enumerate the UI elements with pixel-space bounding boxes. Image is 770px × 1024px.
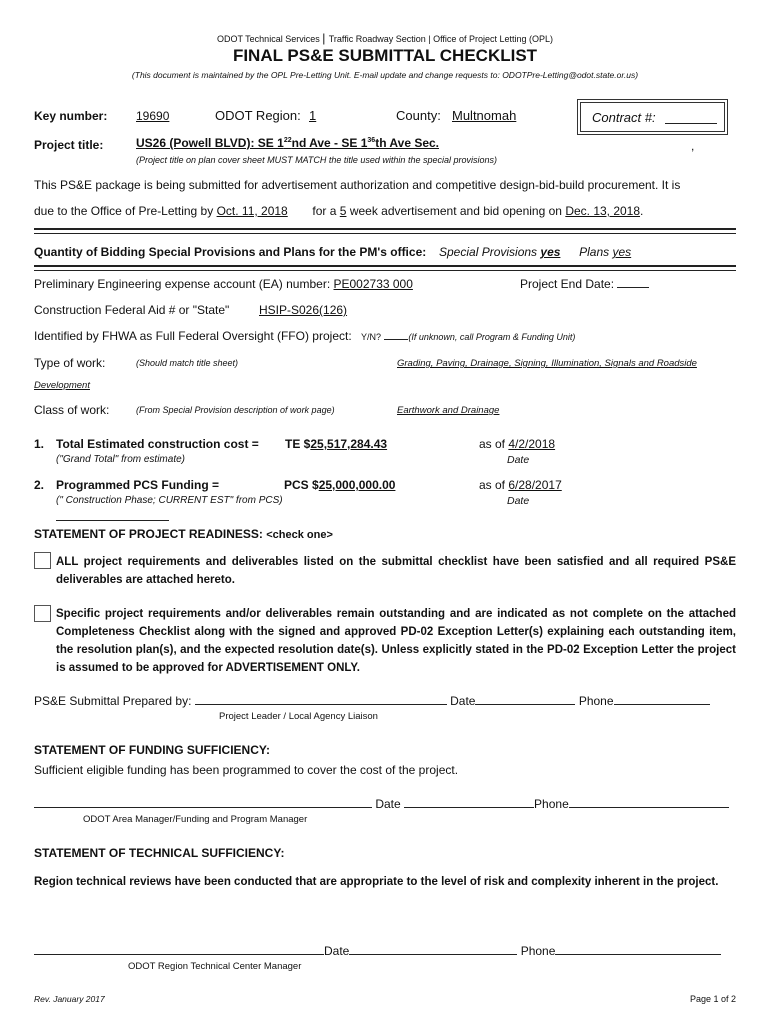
check-one-note: <check one> — [266, 529, 333, 541]
work-type-label: Type of work: — [34, 356, 106, 370]
page-number: Page 1 of 2 — [689, 994, 736, 1004]
quantity-label: Quantity of Bidding Special Provisions and Plans for the PM's office: — [34, 245, 427, 259]
advert-weeks: 5 — [339, 204, 347, 218]
org-technical-services: ODOT Technical Services — [217, 34, 320, 44]
region-label: ODOT Region: — [215, 108, 301, 123]
contract-box[interactable] — [580, 102, 725, 132]
readiness-option-1-checkbox[interactable] — [34, 552, 51, 569]
title-part-2: nd Ave - SE 1 — [291, 136, 368, 150]
contract-label: Contract #: — [592, 110, 656, 125]
end-date-field[interactable] — [617, 287, 649, 288]
technical-signature-field[interactable] — [34, 954, 324, 955]
project-title-note: (Project title on plan cover sheet MUST MATCH the title used within the special provisions) — [136, 155, 497, 165]
technical-heading: STATEMENT OF TECHNICAL SUFFICIENCY: — [34, 846, 285, 860]
readiness-option-2-checkbox[interactable] — [34, 605, 51, 622]
intro-line-1: This PS&E package is being submitted for advertisement authorization and competitive design-bid-build procurement. It is — [34, 178, 681, 192]
cost-date-label: Date — [507, 454, 530, 466]
end-date-label: Project End Date: — [520, 277, 615, 291]
intro-bid-text: week advertisement and bid opening on — [349, 204, 562, 218]
technical-date-label: Date — [324, 944, 350, 958]
cost-num: 1. — [34, 437, 45, 451]
prepared-date-label: Date — [450, 694, 476, 708]
funding-date-field[interactable] — [404, 807, 534, 808]
readiness-option-2-text: Specific project requirements and/or deliverables remain outstanding and are indicated as not complete on the attached Completeness Checklist along with the signed and approved PD-02 Exception Letter(s) explaining each outstanding item, the resolution plan(s), and the expected resolution date(s). Unless explicitly stated in the PD-02 Exception Letter the project is assumed to be approved for ADVERTISEMENT ONLY. — [56, 608, 736, 674]
work-type-value-cont: Development — [34, 380, 90, 391]
title-sup-2: 36 — [367, 137, 376, 144]
fed-aid-label: Construction Federal Aid # or "State" — [34, 303, 230, 317]
technical-signature-row — [34, 944, 721, 958]
region-value: 1 — [309, 108, 317, 123]
ffo-label: Identified by FHWA as Full Federal Oversight (FFO) project: — [34, 329, 352, 343]
key-number-label: Key number: — [34, 109, 108, 123]
bid-date: Dec. 13, 2018 — [565, 204, 641, 218]
funding-date-label: Date — [375, 797, 401, 811]
cost-prefix: PCS $ — [284, 478, 319, 492]
asof-label: as of — [479, 478, 506, 492]
funding-text: Sufficient eligible funding has been programmed to cover the cost of the project. — [34, 763, 459, 777]
funding-signature-field[interactable] — [34, 807, 372, 808]
intro-due-text: due to the Office of Pre-Letting by — [34, 204, 214, 218]
title-sup-1: 22 — [283, 137, 292, 144]
cost-value: 25,000,000.00 — [318, 478, 396, 492]
cost-sub: (" Construction Phase; CURRENT EST" from PCS) — [56, 495, 283, 506]
class-value: Earthwork and Drainage — [397, 405, 500, 416]
page-subtitle: (This document is maintained by the OPL Pre-Letting Unit. E-mail update and change requests to: ODOTPre-Letting@odot.state.or.us) — [131, 70, 639, 80]
cost-label: Programmed PCS Funding = — [56, 478, 220, 492]
ea-value: PE002733 000 — [333, 277, 413, 291]
funding-phone-field[interactable] — [569, 807, 729, 808]
asof-date: 4/2/2018 — [508, 437, 556, 451]
technical-date-field[interactable] — [349, 954, 517, 955]
cost-amount — [284, 478, 395, 492]
project-title-label: Project title: — [34, 138, 104, 152]
cost-num: 2. — [34, 478, 45, 492]
prepared-by-row — [34, 694, 710, 708]
title-part-3: th Ave Sec. — [375, 136, 440, 150]
fed-aid-value: HSIP-S026(126) — [259, 303, 348, 317]
readiness-heading — [34, 527, 333, 541]
technical-phone-label: Phone — [520, 944, 556, 958]
contract-number-field[interactable] — [665, 123, 717, 124]
work-type-value: Grading, Paving, Drainage, Signing, Illumination, Signals and Roadside — [397, 358, 697, 369]
key-number-value: 19690 — [136, 109, 170, 123]
divider-top — [34, 228, 736, 230]
org-opl: Office of Project Letting (OPL) — [433, 34, 553, 44]
prepared-phone-field[interactable] — [614, 704, 710, 705]
technical-caption: ODOT Region Technical Center Manager — [128, 961, 302, 972]
page-title: FINAL PS&E SUBMITTAL CHECKLIST — [232, 46, 538, 65]
class-label: Class of work: — [34, 403, 110, 417]
prepared-by-signature-field[interactable] — [195, 704, 447, 705]
technical-text: Region technical reviews have been conducted that are appropriate to the level of risk and complexity inherent in the project. — [34, 876, 719, 888]
plans-value: yes — [612, 245, 632, 259]
intro-for-a: for a — [312, 204, 337, 218]
funding-caption: ODOT Area Manager/Funding and Program Manager — [83, 814, 308, 825]
cost-label: Total Estimated construction cost = — [56, 437, 259, 451]
ea-row — [34, 277, 413, 291]
cost-asof — [479, 478, 562, 492]
intro-period: . — [640, 204, 644, 218]
work-type-note: (Should match title sheet) — [136, 358, 239, 368]
due-date: Oct. 11, 2018 — [216, 204, 288, 218]
divider-top-thin — [34, 233, 736, 234]
cost-asof — [479, 437, 555, 451]
end-date-row — [520, 277, 649, 291]
funding-heading: STATEMENT OF FUNDING SUFFICIENCY: — [34, 743, 270, 757]
cost-date-label: Date — [507, 495, 530, 507]
cost-value: 25,517,284.43 — [310, 437, 388, 451]
project-title-value — [136, 136, 439, 150]
quantity-values — [439, 245, 631, 259]
cost-amount — [285, 437, 387, 451]
ffo-field[interactable] — [384, 339, 408, 340]
prepared-date-field[interactable] — [475, 704, 575, 705]
plans-label: Plans — [579, 245, 610, 259]
ffo-note: (If unknown, call Program & Funding Unit) — [408, 332, 576, 342]
asof-date: 6/28/2017 — [508, 478, 562, 492]
cost-underline — [56, 520, 169, 521]
readiness-option-1-text: ALL project requirements and deliverables listed on the submittal checklist have been satisfied and all required PS&E deliverables are attached hereto. — [56, 556, 736, 586]
intro-line-2 — [34, 204, 643, 218]
prepared-caption: Project Leader / Local Agency Liaison — [219, 711, 378, 722]
prepared-phone-label: Phone — [578, 694, 614, 708]
special-provisions-value: yes — [540, 245, 561, 259]
cost-prefix: TE $ — [285, 437, 311, 451]
ffo-row — [34, 329, 575, 343]
org-line: ODOT Technical Services | Traffic Roadway Section | Office of Project Letting (OPL) — [217, 31, 553, 45]
title-part-1: US26 (Powell BLVD): SE 1 — [136, 136, 284, 150]
org-traffic-roadway: Traffic Roadway Section — [328, 34, 426, 44]
divider-mid — [34, 265, 736, 267]
revision-note: Rev. January 2017 — [34, 994, 105, 1004]
divider-mid-thin — [34, 270, 736, 271]
title-comma: , — [691, 139, 695, 153]
funding-signature-row — [34, 797, 729, 811]
readiness-title: STATEMENT OF PROJECT READINESS: — [34, 527, 263, 541]
special-provisions-label: Special Provisions — [439, 245, 538, 259]
technical-phone-field[interactable] — [555, 954, 721, 955]
county-label: County: — [396, 108, 441, 123]
ffo-yn: Y/N? — [361, 332, 382, 342]
prepared-by-label: PS&E Submittal Prepared by: — [34, 694, 192, 708]
asof-label: as of — [479, 437, 506, 451]
class-note: (From Special Provision description of work page) — [136, 405, 335, 415]
funding-phone-label: Phone — [534, 797, 569, 811]
county-value: Multnomah — [452, 108, 517, 123]
ea-label: Preliminary Engineering expense account (EA) number: — [34, 277, 331, 291]
cost-sub: ("Grand Total" from estimate) — [56, 454, 185, 465]
